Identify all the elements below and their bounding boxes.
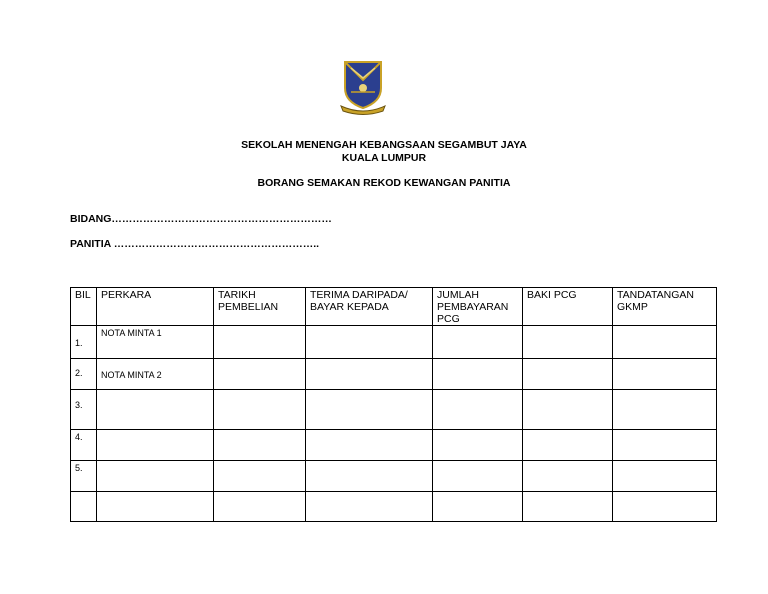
table-row <box>71 359 717 390</box>
cell-tandatangan[interactable] <box>613 492 717 522</box>
col-header-bil: BIL <box>71 288 97 326</box>
cell-jumlah[interactable] <box>433 390 523 430</box>
finance-record-table <box>70 287 717 522</box>
cell-baki[interactable] <box>523 326 613 359</box>
cell-terima[interactable] <box>306 461 433 492</box>
cell-tarikh[interactable] <box>214 492 306 522</box>
cell-terima[interactable] <box>306 430 433 461</box>
cell-tandatangan[interactable] <box>613 430 717 461</box>
cell-tarikh[interactable] <box>214 390 306 430</box>
school-name: SEKOLAH MENENGAH KEBANGSAAN SEGAMBUT JAYA <box>241 139 527 151</box>
row-perkara: NOTA MINTA 1 <box>97 326 214 359</box>
cell-baki[interactable] <box>523 461 613 492</box>
col-header-tarikh: TARIKH PEMBELIAN <box>214 288 306 326</box>
cell-baki[interactable] <box>523 359 613 390</box>
table-header-row <box>71 288 717 326</box>
cell-jumlah[interactable] <box>433 359 523 390</box>
row-bil: 3. <box>71 390 97 430</box>
row-bil: 2. <box>71 359 97 390</box>
cell-jumlah[interactable] <box>433 492 523 522</box>
col-header-terima: TERIMA DARIPADA/ BAYAR KEPADA <box>306 288 433 326</box>
cell-baki[interactable] <box>523 390 613 430</box>
cell-tarikh[interactable] <box>214 461 306 492</box>
col-header-baki: BAKI PCG <box>523 288 613 326</box>
table-row <box>71 492 717 522</box>
cell-tandatangan[interactable] <box>613 359 717 390</box>
table-row <box>71 461 717 492</box>
cell-tarikh[interactable] <box>214 359 306 390</box>
table-row <box>71 390 717 430</box>
row-bil: 1. <box>71 326 97 359</box>
cell-jumlah[interactable] <box>433 461 523 492</box>
cell-baki[interactable] <box>523 430 613 461</box>
table-row <box>71 326 717 359</box>
cell-terima[interactable] <box>306 390 433 430</box>
row-perkara[interactable] <box>97 461 214 492</box>
row-perkara[interactable] <box>97 430 214 461</box>
table-row <box>71 430 717 461</box>
col-header-perkara: PERKARA <box>97 288 214 326</box>
cell-tarikh[interactable] <box>214 326 306 359</box>
cell-baki[interactable] <box>523 492 613 522</box>
cell-jumlah[interactable] <box>433 430 523 461</box>
cell-terima[interactable] <box>306 326 433 359</box>
row-bil <box>71 492 97 522</box>
cell-tandatangan[interactable] <box>613 390 717 430</box>
row-bil: 4. <box>71 430 97 461</box>
row-perkara: NOTA MINTA 2 <box>97 359 214 390</box>
school-city: KUALA LUMPUR <box>341 152 427 164</box>
cell-jumlah[interactable] <box>433 326 523 359</box>
form-title: BORANG SEMAKAN REKOD KEWANGAN PANITIA <box>257 177 511 189</box>
row-bil: 5. <box>71 461 97 492</box>
cell-terima[interactable] <box>306 359 433 390</box>
col-header-tandatangan: TANDATANGAN GKMP <box>613 288 717 326</box>
bidang-field: BIDANG……………………………………………………… <box>70 213 332 225</box>
cell-tandatangan[interactable] <box>613 326 717 359</box>
cell-tarikh[interactable] <box>214 430 306 461</box>
row-perkara[interactable] <box>97 492 214 522</box>
cell-terima[interactable] <box>306 492 433 522</box>
row-perkara[interactable] <box>97 390 214 430</box>
col-header-jumlah: JUMLAH PEMBAYARAN PCG <box>433 288 523 326</box>
cell-tandatangan[interactable] <box>613 461 717 492</box>
school-crest-logo <box>337 58 389 116</box>
panitia-field: PANITIA ………………………………………………….. <box>70 238 320 250</box>
